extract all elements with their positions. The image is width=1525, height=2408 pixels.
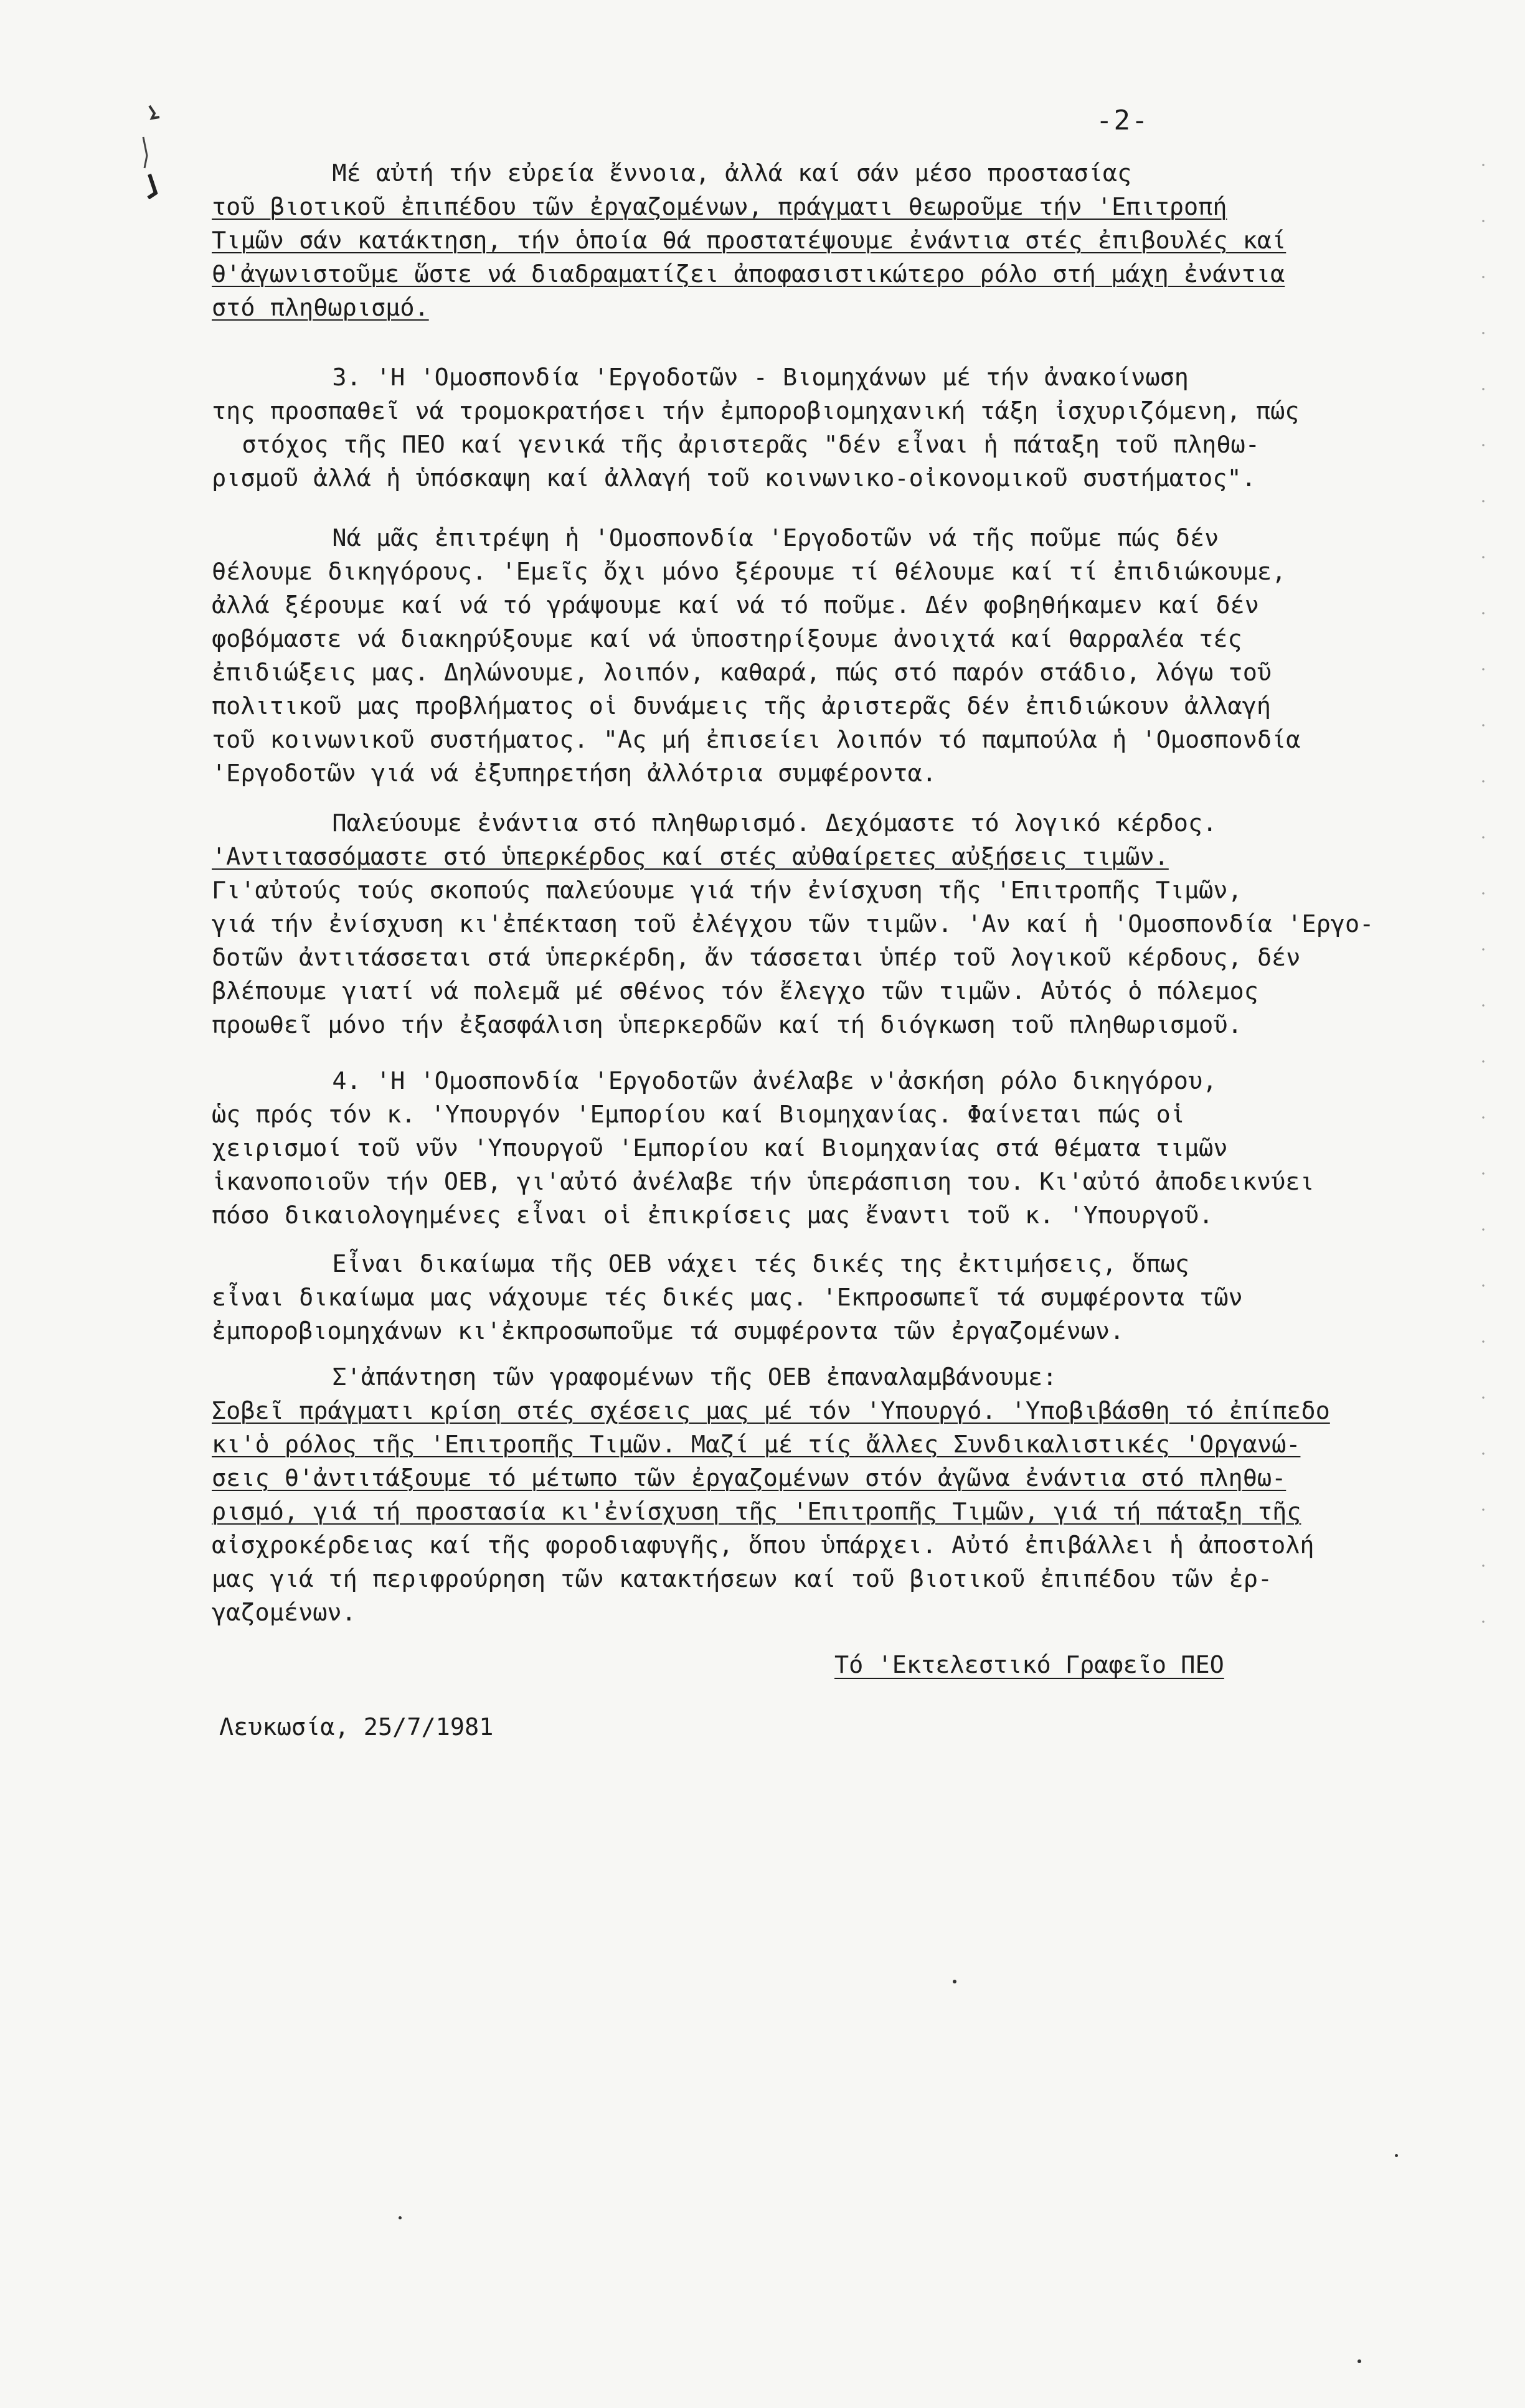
text-line: τοῦ βιοτικοῦ ἐπιπέδου τῶν ἐργαζομένων, πράγματι θεωροῦμε τήν 'Επιτροπή xyxy=(212,193,1227,221)
paragraph-5 xyxy=(212,1065,1432,1233)
text-line: τοῦ κοινωνικοῦ συστήματος. "Ας μή ἐπισείει λοιπόν τό παμπούλα ἡ 'Ομοσπονδία xyxy=(212,726,1301,754)
text-line: 'Αντιτασσόμαστε στό ὑπερκέρδος καί στές αὐθαίρετες αὐξήσεις τιμῶν. xyxy=(212,843,1169,871)
scan-speck xyxy=(399,2216,402,2219)
text-line: σεις θ'ἀντιτάξουμε τό μέτωπο τῶν ἐργαζομένων στόν ἀγῶνα ἐνάντια στό πληθω- xyxy=(212,1464,1287,1492)
paragraph-2 xyxy=(212,361,1432,496)
text-line: δοτῶν ἀντιτάσσεται στά ὑπερκέρδη, ἄν τάσσεται ὑπέρ τοῦ λογικοῦ κέρδους, δέν xyxy=(212,944,1301,972)
text-line: Νά μᾶς ἐπιτρέψη ἡ 'Ομοσπονδία 'Εργοδοτῶν νά τῆς ποῦμε πώς δέν xyxy=(212,524,1219,552)
text-line: 'Εργοδοτῶν γιά νά ἐξυπηρετήση ἀλλότρια συμφέροντα. xyxy=(212,760,937,788)
text-line: ὡς πρός τόν κ. 'Υπουργόν 'Εμπορίου καί Βιομηχανίας. Φαίνεται πώς οἱ xyxy=(212,1101,1185,1129)
text-line: ἐμποροβιομηχάνων κι'ἐκπροσωποῦμε τά συμφέροντα τῶν ἐργαζομένων. xyxy=(212,1317,1125,1345)
paragraph-6 xyxy=(212,1248,1432,1348)
page-number: -2- xyxy=(1096,105,1150,136)
text-line: στόχος τῆς ΠΕΟ καί γενικά τῆς ἀριστερᾶς "δέν εἶναι ἡ πάταξη τοῦ πληθω- xyxy=(212,431,1260,459)
text-line: ἀλλά ξέρουμε καί νά τό γράψουμε καί νά τό ποῦμε. Δέν φοβηθήκαμεν καί δέν xyxy=(212,591,1259,619)
text-line: 4. 'Η 'Ομοσπονδία 'Εργοδοτῶν ἀνέλαβε ν'ἀσκήση ρόλο δικηγόρου, xyxy=(212,1067,1217,1095)
paragraph-3 xyxy=(212,522,1432,791)
text-line: στό πληθωρισμό. xyxy=(212,294,429,322)
text-line: χειρισμοί τοῦ νῦν 'Υπουργοῦ 'Εμπορίου καί Βιομηχανίας στά θέματα τιμῶν xyxy=(212,1134,1228,1162)
paragraph-7 xyxy=(212,1361,1432,1630)
text-line: εἶναι δικαίωμα μας νάχουμε τές δικές μας. 'Εκπροσωπεῖ τά συμφέροντα τῶν xyxy=(212,1284,1243,1312)
text-line: Σοβεῖ πράγματι κρίση στές σχέσεις μας μέ τόν 'Υπουργό. 'Υποβιβάσθη τό ἐπίπεδο xyxy=(212,1397,1330,1425)
text-line: Σ'ἀπάντηση τῶν γραφομένων τῆς ΟΕΒ ἐπαναλαμβάνουμε: xyxy=(212,1363,1057,1391)
text-line: πολιτικοῦ μας προβλήματος οἱ δυνάμεις τῆς ἀριστερᾶς δέν ἐπιδιώκουν ἀλλαγή xyxy=(212,692,1272,720)
text-line: Γι'αὐτούς τούς σκοπούς παλεύουμε γιά τήν ἐνίσχυση τῆς 'Επιτροπῆς Τιμῶν, xyxy=(212,877,1242,905)
text-line: μας γιά τή περιφρούρηση τῶν κατακτήσεων καί τοῦ βιοτικοῦ ἐπιπέδου τῶν ἐρ- xyxy=(212,1565,1273,1593)
text-line: Εἶναι δικαίωμα τῆς ΟΕΒ νάχει τές δικές της ἐκτιμήσεις, ὅπως xyxy=(212,1250,1189,1278)
paragraph-4 xyxy=(212,807,1432,1042)
text-line: πόσο δικαιολογημένες εἶναι οἱ ἐπικρίσεις μας ἔναντι τοῦ κ. 'Υπουργοῦ. xyxy=(212,1202,1214,1230)
text-line: θ'ἀγωνιστοῦμε ὥστε νά διαδραματίζει ἀποφασιστικώτερο ρόλο στή μάχη ἐνάντια xyxy=(212,260,1285,288)
text-line: της προσπαθεῖ νά τρομοκρατήσει τήν ἐμποροβιομηχανική τάξη ἰσχυριζόμενη, πώς xyxy=(212,397,1300,425)
text-line: αἰσχροκέρδειας καί τῆς φοροδιαφυγῆς, ὅπου ὑπάρχει. Αὐτό ἐπιβάλλει ἡ ἀποστολή xyxy=(212,1531,1315,1559)
text-line: ρισμοῦ ἀλλά ἡ ὑπόσκαψη καί ἀλλαγή τοῦ κοινωνικο-οἰκονομικοῦ συστήματος". xyxy=(212,464,1256,492)
text-line: Τιμῶν σάν κατάκτηση, τήν ὁποία θά προστατέψουμε ἐνάντια στές ἐπιβουλές καί xyxy=(212,227,1287,255)
text-line: ρισμό, γιά τή προστασία κι'ἐνίσχυση τῆς 'Επιτροπῆς Τιμῶν, γιά τή πάταξη τῆς xyxy=(212,1498,1301,1526)
signature: Τό 'Εκτελεστικό Γραφεῖο ΠΕΟ xyxy=(834,1651,1224,1679)
text-line: φοβόμαστε νά διακηρύξουμε καί νά ὑποστηρίξουμε ἀνοιχτά καί θαρραλέα τές xyxy=(212,625,1242,653)
text-line: γιά τήν ἐνίσχυση κι'ἐπέκταση τοῦ ἐλέγχου τῶν τιμῶν. 'Αν καί ἡ 'Ομοσπονδία 'Εργο- xyxy=(212,910,1374,938)
text-line: θέλουμε δικηγόρους. 'Εμεῖς ὄχι μόνο ξέρουμε τί θέλουμε καί τί ἐπιδιώκουμε, xyxy=(212,558,1287,586)
text-line: ἱκανοποιοῦν τήν ΟΕΒ, γι'αὐτό ἀνέλαβε τήν ὑπεράσπιση του. Κι'αὐτό ἀποδεικνύει xyxy=(212,1168,1315,1196)
right-margin-marks xyxy=(1482,137,1485,1631)
text-line: γαζομένων. xyxy=(212,1599,356,1627)
place-date: Λευκωσία, 25/7/1981 xyxy=(219,1713,494,1741)
scan-speck xyxy=(1395,2154,1398,2157)
text-line: ἐπιδιώξεις μας. Δηλώνουμε, λοιπόν, καθαρά, πώς στό παρόν στάδιο, λόγω τοῦ xyxy=(212,659,1272,687)
margin-smudge xyxy=(131,100,174,199)
text-line: 3. 'Η 'Ομοσπονδία 'Εργοδοτῶν - Βιομηχάνων μέ τήν ἀνακοίνωση xyxy=(212,364,1189,392)
text-line: Μέ αὐτή τήν εὐρεία ἔννοια, ἀλλά καί σάν μέσο προστασίας xyxy=(212,159,1132,187)
scan-speck xyxy=(1357,2359,1361,2363)
text-line: κι'ὁ ρόλος τῆς 'Επιτροπῆς Τιμῶν. Μαζί μέ τίς ἄλλες Συνδικαλιστικές 'Οργανώ- xyxy=(212,1431,1301,1459)
paragraph-1 xyxy=(212,157,1432,325)
text-line: βλέπουμε γιατί νά πολεμᾶ μέ σθένος τόν ἔλεγχο τῶν τιμῶν. Αὐτός ὁ πόλεμος xyxy=(212,977,1258,1005)
text-line: Παλεύουμε ἐνάντια στό πληθωρισμό. Δεχόμαστε τό λογικό κέρδος. xyxy=(212,809,1217,837)
text-line: προωθεῖ μόνο τήν ἐξασφάλιση ὑπερκερδῶν καί τή διόγκωση τοῦ πληθωρισμοῦ. xyxy=(212,1011,1242,1039)
scan-speck xyxy=(953,1980,956,1983)
